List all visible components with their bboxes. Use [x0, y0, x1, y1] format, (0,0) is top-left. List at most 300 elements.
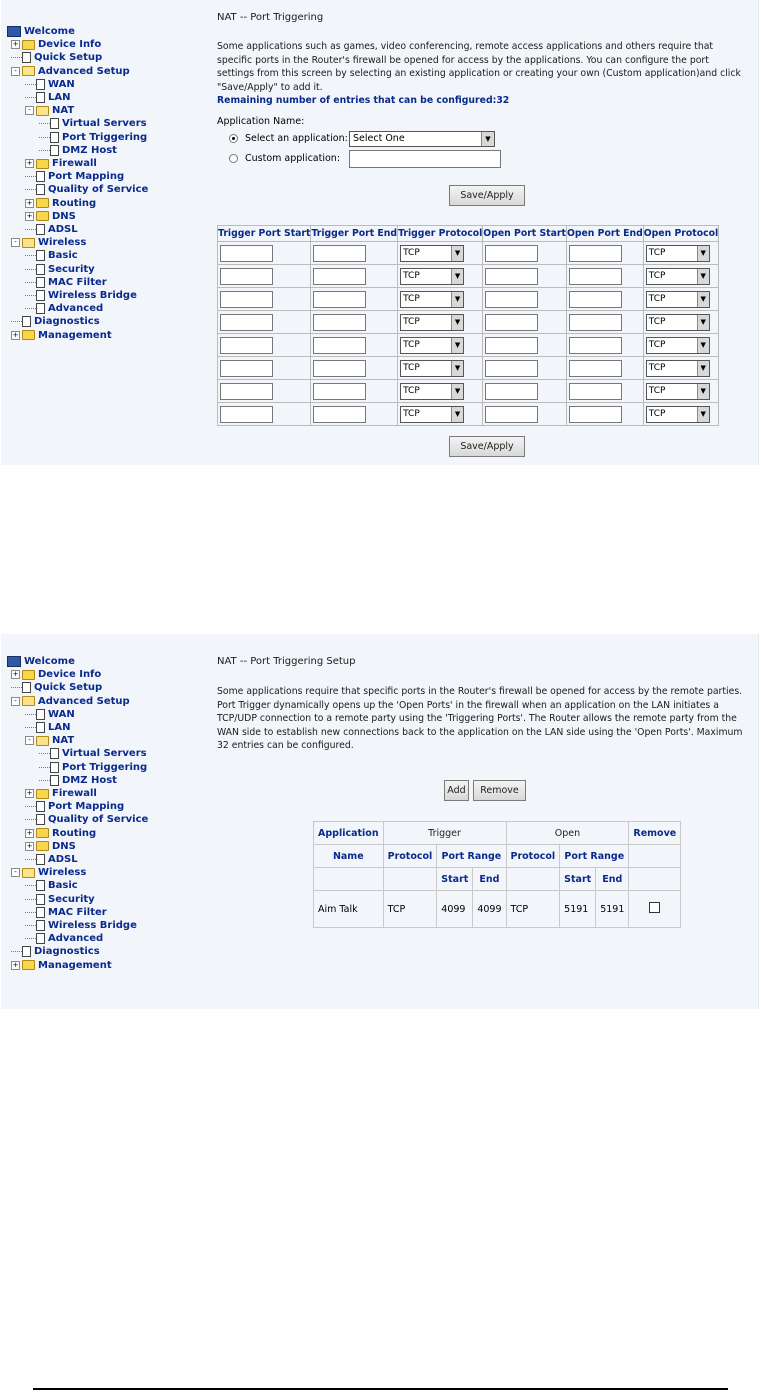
expand-icon[interactable]: + [12, 670, 19, 679]
tree-item-advanced[interactable] [25, 932, 103, 945]
table-cell [311, 265, 398, 288]
trigger-port-start-input[interactable] [220, 383, 273, 400]
remaining-entries: Remaining number of entries that can be configured:32 [217, 95, 510, 106]
open-port-end-input[interactable] [569, 360, 622, 377]
table-cell [483, 334, 567, 357]
tree-item-label: MAC Filter [48, 276, 107, 288]
tree-item-basic[interactable] [25, 879, 78, 892]
tree-item-label: Quality of Service [48, 184, 149, 196]
document-icon [50, 118, 59, 129]
table-cell [643, 403, 718, 426]
folder-open-icon [22, 868, 35, 878]
tree-connector [25, 938, 36, 939]
tree-item-label: Quality of Service [48, 814, 149, 826]
cell-application: Aim Talk [314, 891, 384, 928]
page-title: NAT -- Port Triggering [217, 12, 324, 23]
table-row [314, 891, 681, 928]
document-icon [36, 171, 45, 182]
cell-trigger-protocol: TCP [383, 891, 437, 928]
tree-item-nat[interactable] [25, 104, 74, 117]
tree-item-dmz-host[interactable] [39, 144, 117, 157]
trigger-port-end-input[interactable] [313, 245, 366, 262]
tree-item-label: NAT [52, 105, 75, 117]
trigger-port-end-input[interactable] [313, 383, 366, 400]
tree-item-port-mapping[interactable] [25, 170, 124, 183]
document-icon [50, 132, 59, 143]
tree-item-welcome[interactable] [7, 25, 75, 38]
tree-item-diagnostics[interactable] [11, 315, 100, 328]
tree-connector [39, 780, 50, 781]
col-remove: Remove [629, 822, 681, 845]
expand-icon[interactable]: + [26, 789, 33, 797]
tree-connector [25, 269, 36, 270]
open-port-end-input[interactable] [569, 383, 622, 400]
tree-item-label: Management [38, 959, 112, 971]
tree-item-lan[interactable] [25, 91, 70, 104]
tree-item-management[interactable] [11, 959, 112, 972]
tree-item-mac-filter[interactable] [25, 906, 107, 919]
expand-icon[interactable]: + [26, 211, 33, 220]
collapse-icon[interactable]: - [11, 67, 20, 76]
col-trigger-port-range: Port Range [437, 845, 506, 868]
port-triggering-screen [1, 0, 759, 465]
custom-application-radio[interactable] [229, 154, 238, 163]
open-port-start-input[interactable] [485, 337, 538, 354]
tree-item-label: Wireless [38, 237, 87, 249]
trigger-protocol-select[interactable] [400, 314, 464, 331]
document-icon [36, 250, 45, 261]
select-value: TCP [648, 409, 666, 419]
table-cell [311, 403, 398, 426]
trigger-port-end-input[interactable] [313, 337, 366, 354]
table-cell [566, 380, 643, 403]
table-row [218, 334, 719, 357]
table-cell [483, 311, 567, 334]
table-cell [311, 242, 398, 265]
document-icon [36, 264, 45, 275]
chevron-down-icon: ▼ [451, 384, 463, 399]
chevron-down-icon: ▼ [697, 338, 709, 353]
chevron-down-icon: ▼ [697, 407, 709, 422]
tree-item-port-mapping[interactable] [25, 800, 124, 813]
tree-item-security[interactable] [25, 263, 95, 276]
collapse-icon[interactable]: - [11, 697, 20, 706]
tree-item-mac-filter[interactable] [25, 276, 107, 289]
select-value: TCP [403, 340, 420, 350]
folder-icon [22, 960, 35, 970]
select-value: TCP [403, 317, 420, 327]
document-icon [36, 224, 45, 235]
tree-item-label: Basic [48, 880, 78, 892]
tree-item-port-triggering[interactable] [39, 131, 147, 144]
trigger-port-start-input[interactable] [220, 268, 273, 285]
open-port-start-input[interactable] [485, 291, 538, 308]
table-row [218, 242, 719, 265]
tree-item-label: Security [48, 263, 95, 275]
open-port-start-input[interactable] [485, 383, 538, 400]
tree-item-security[interactable] [25, 893, 95, 906]
port-trigger-rules-table [313, 821, 681, 928]
document-icon [36, 277, 45, 288]
trigger-port-start-input[interactable] [220, 291, 273, 308]
col-trigger-end: End [473, 868, 506, 891]
table-cell [566, 334, 643, 357]
open-port-end-input[interactable] [569, 314, 622, 331]
expand-icon[interactable]: + [12, 960, 19, 969]
folder-icon [22, 40, 35, 50]
select-value: TCP [648, 340, 666, 350]
col-open-port-start: Open Port Start [483, 226, 567, 242]
table-cell [311, 334, 398, 357]
tree-item-label: Device Info [38, 39, 102, 51]
document-icon [36, 290, 45, 301]
tree-item-firewall[interactable] [25, 787, 97, 800]
document-icon [36, 303, 45, 314]
document-icon [36, 801, 45, 812]
folder-open-icon [36, 736, 49, 746]
tree-item-label: Routing [52, 197, 97, 209]
chevron-down-icon: ▼ [451, 269, 463, 284]
tree-item-advanced[interactable] [25, 302, 103, 315]
table-cell [398, 357, 483, 380]
select-application-label: Select an application: [245, 133, 348, 144]
tree-item-label: Security [48, 893, 95, 905]
tree-connector [39, 137, 50, 138]
col-trigger-port-end: Trigger Port End [311, 226, 398, 242]
save-apply-button-bottom[interactable]: Save/Apply [449, 436, 525, 457]
tree-item-label: Wireless Bridge [48, 290, 137, 301]
trigger-port-start-input[interactable] [220, 360, 273, 377]
tree-item-welcome[interactable] [7, 655, 75, 668]
table-cell [643, 242, 718, 265]
trigger-protocol-select[interactable] [400, 245, 464, 262]
select-value: TCP [403, 363, 420, 373]
table-cell [311, 288, 398, 311]
tree-connector [25, 806, 36, 807]
tree-item-wireless[interactable] [11, 236, 86, 249]
col-open-start: Start [560, 868, 596, 891]
application-select[interactable]: Select One ▼ [349, 131, 495, 147]
open-port-end-input[interactable] [569, 268, 622, 285]
tree-item-label: Port Mapping [48, 171, 125, 183]
save-apply-button-top[interactable]: Save/Apply [449, 185, 525, 206]
tree-item-device-info[interactable] [11, 38, 101, 51]
open-port-start-input[interactable] [485, 314, 538, 331]
document-icon [36, 92, 45, 103]
tree-connector [25, 885, 36, 886]
table-cell [643, 380, 718, 403]
chevron-down-icon: ▼ [697, 384, 709, 399]
tree-connector [25, 229, 36, 230]
folder-icon [36, 841, 49, 851]
trigger-port-end-input[interactable] [313, 360, 366, 377]
table-cell [398, 311, 483, 334]
table-cell [483, 242, 567, 265]
document-icon [36, 722, 45, 733]
table-row [218, 403, 719, 426]
tree-item-advanced-setup[interactable] [11, 695, 130, 708]
expand-icon[interactable]: + [26, 198, 33, 207]
table-cell [483, 380, 567, 403]
tree-item-label: DNS [52, 210, 76, 222]
tree-item-quality-of-service[interactable] [25, 813, 148, 826]
tree-item-quality-of-service[interactable] [25, 183, 148, 196]
document-icon [22, 682, 31, 693]
table-cell [566, 288, 643, 311]
tree-connector [11, 951, 22, 952]
col-trigger-protocol: Trigger Protocol [398, 226, 483, 242]
expand-icon[interactable]: + [26, 159, 33, 167]
tree-item-label: Wireless [38, 867, 87, 879]
trigger-port-end-input[interactable] [313, 291, 366, 308]
select-value: TCP [403, 248, 420, 258]
tree-connector [11, 687, 22, 688]
open-port-start-input[interactable] [485, 268, 538, 285]
table-cell [566, 357, 643, 380]
collapse-icon[interactable]: - [25, 106, 34, 115]
expand-icon[interactable]: + [26, 841, 33, 850]
select-application-radio[interactable] [229, 134, 238, 143]
tree-item-label: ADSL [48, 854, 78, 865]
chevron-down-icon: ▼ [451, 246, 463, 261]
tree-item-label: Diagnostics [34, 946, 100, 958]
folder-open-icon [36, 106, 49, 116]
remove-button[interactable]: Remove [473, 780, 526, 801]
chevron-down-icon: ▼ [451, 315, 463, 330]
tree-item-wireless[interactable] [11, 866, 86, 879]
tree-connector [25, 84, 36, 85]
tree-item-virtual-servers[interactable] [39, 747, 147, 760]
open-protocol-select[interactable] [646, 360, 710, 377]
tree-item-wan[interactable] [25, 708, 75, 721]
tree-item-port-triggering[interactable] [39, 761, 147, 774]
document-icon [22, 946, 31, 957]
add-button[interactable]: Add [444, 780, 469, 801]
tree-item-label: MAC Filter [48, 906, 107, 918]
tree-connector [25, 308, 36, 309]
col-trigger: Trigger [383, 822, 506, 845]
expand-icon[interactable]: + [12, 40, 19, 49]
table-cell [483, 265, 567, 288]
open-protocol-select[interactable] [646, 406, 710, 423]
open-protocol-select[interactable] [646, 291, 710, 308]
open-protocol-select[interactable] [646, 337, 710, 354]
select-value: TCP [648, 271, 666, 281]
folder-open-icon [22, 696, 35, 706]
tree-connector [25, 727, 36, 728]
empty-cell [314, 868, 384, 891]
tree-item-firewall[interactable] [25, 157, 97, 170]
page-footer-rule [33, 1388, 728, 1390]
cell-open-end: 5191 [596, 891, 629, 928]
tree-item-dns[interactable] [25, 840, 76, 853]
tree-item-lan[interactable] [25, 721, 70, 734]
tree-item-basic[interactable] [25, 249, 78, 262]
tree-item-adsl[interactable] [25, 853, 78, 866]
tree-connector [39, 150, 50, 151]
tree-item-management[interactable] [11, 329, 112, 342]
trigger-port-end-input[interactable] [313, 268, 366, 285]
open-protocol-select[interactable] [646, 383, 710, 400]
trigger-protocol-select[interactable] [400, 406, 464, 423]
tree-connector [25, 819, 36, 820]
tree-item-routing[interactable] [25, 827, 96, 840]
table-cell [398, 265, 483, 288]
folder-icon [36, 211, 49, 221]
document-icon [36, 920, 45, 931]
table-cell [643, 357, 718, 380]
table-cell [398, 288, 483, 311]
trigger-port-start-input[interactable] [220, 406, 273, 423]
col-open-port-end: Open Port End [566, 226, 643, 242]
trigger-port-start-input[interactable] [220, 245, 273, 262]
open-port-start-input[interactable] [485, 406, 538, 423]
table-cell [398, 380, 483, 403]
folder-icon [36, 828, 49, 838]
table-cell [218, 265, 311, 288]
document-icon [36, 854, 45, 865]
open-port-end-input[interactable] [569, 337, 622, 354]
open-protocol-select[interactable] [646, 268, 710, 285]
col-name: Name [314, 845, 384, 868]
document-icon [50, 762, 59, 773]
chevron-down-icon: ▼ [451, 407, 463, 422]
tree-item-routing[interactable] [25, 197, 96, 210]
table-cell [311, 380, 398, 403]
tree-item-quick-setup[interactable] [11, 51, 102, 64]
tree-item-label: Port Mapping [48, 801, 125, 813]
trigger-protocol-select[interactable] [400, 383, 464, 400]
document-icon [22, 316, 31, 327]
tree-item-wan[interactable] [25, 78, 75, 91]
trigger-port-start-input[interactable] [220, 314, 273, 331]
collapse-icon[interactable]: - [25, 736, 34, 745]
tree-item-dmz-host[interactable] [39, 774, 117, 787]
tree-item-label: Diagnostics [34, 316, 100, 328]
trigger-protocol-select[interactable] [400, 268, 464, 285]
trigger-protocol-select[interactable] [400, 360, 464, 377]
remove-checkbox[interactable] [649, 902, 660, 913]
tree-item-virtual-servers[interactable] [39, 117, 147, 130]
document-icon [36, 880, 45, 891]
chevron-down-icon: ▼ [697, 269, 709, 284]
tree-item-diagnostics[interactable] [11, 945, 100, 958]
trigger-protocol-select[interactable] [400, 291, 464, 308]
tree-connector [25, 714, 36, 715]
application-name-label: Application Name: [217, 116, 305, 127]
page-description: Some applications such as games, video conferencing, remote access applications and others require that specific ports in the Router's firewall be opened for access by the applications. You can configure the port settings from this screen by selecting an existing application or creating your own (Custom application)and click "Save/Apply" to add it. Remaining number of entries that can be configured:32 [217, 41, 741, 106]
tree-item-wireless-bridge[interactable] [25, 289, 137, 302]
cell-open-protocol: TCP [506, 891, 560, 928]
tree-item-label: Virtual Servers [62, 118, 147, 130]
tree-item-label: Virtual Servers [62, 748, 147, 760]
tree-connector [25, 189, 36, 190]
expand-icon[interactable]: + [26, 828, 33, 837]
tree-item-label: Welcome [24, 26, 75, 37]
document-icon [22, 52, 31, 63]
table-cell [218, 380, 311, 403]
tree-item-label: Port Triggering [62, 131, 148, 143]
open-port-end-input[interactable] [569, 291, 622, 308]
select-value: TCP [648, 317, 666, 327]
open-port-start-input[interactable] [485, 360, 538, 377]
tree-connector [39, 753, 50, 754]
collapse-icon[interactable]: - [11, 868, 20, 877]
open-protocol-select[interactable] [646, 314, 710, 331]
tree-item-quick-setup[interactable] [11, 681, 102, 694]
document-icon [36, 814, 45, 825]
open-port-start-input[interactable] [485, 245, 538, 262]
tree-item-advanced-setup[interactable] [11, 65, 130, 78]
table-cell [398, 242, 483, 265]
custom-application-input[interactable] [349, 150, 501, 168]
document-icon [36, 933, 45, 944]
document-icon [36, 907, 45, 918]
table-cell [566, 403, 643, 426]
document-icon [36, 894, 45, 905]
tree-item-nat[interactable] [25, 734, 74, 747]
table-cell [566, 311, 643, 334]
tree-item-label: ADSL [48, 224, 78, 235]
tree-item-label: Advanced [48, 303, 104, 315]
tree-connector [25, 912, 36, 913]
tree-connector [25, 255, 36, 256]
folder-icon [36, 159, 49, 169]
select-value: TCP [403, 386, 420, 396]
trigger-port-start-input[interactable] [220, 337, 273, 354]
collapse-icon[interactable]: - [11, 238, 20, 247]
trigger-protocol-select[interactable] [400, 337, 464, 354]
table-cell [218, 288, 311, 311]
col-open-end: End [596, 868, 629, 891]
tree-item-device-info[interactable] [11, 668, 101, 681]
open-port-end-input[interactable] [569, 406, 622, 423]
tree-item-adsl[interactable] [25, 223, 78, 236]
col-trigger-port-start: Trigger Port Start [218, 226, 311, 242]
tree-item-label: Device Info [38, 669, 102, 681]
page-description: Some applications require that specific ports in the Router's firewall be opened for access by the remote parties. Port Trigger dynamically opens up the 'Open Ports' in the firewall when an application on the LAN initiates a TCP/UDP connection to a remote party using the 'Triggering Ports'. The Router allows the remote party from the WAN side to establish new connections back to the application on the LAN side using the 'Open Ports'. Maximum 32 entries can be configured. [217, 686, 743, 751]
trigger-port-end-input[interactable] [313, 406, 366, 423]
table-cell [218, 357, 311, 380]
open-protocol-select[interactable] [646, 245, 710, 262]
cell-remove [629, 891, 681, 928]
table-cell [643, 288, 718, 311]
open-port-end-input[interactable] [569, 245, 622, 262]
tree-item-label: Port Triggering [62, 761, 148, 773]
table-cell [218, 403, 311, 426]
monitor-icon [7, 26, 21, 37]
port-triggering-setup-screen [1, 634, 759, 1009]
table-cell [218, 242, 311, 265]
tree-item-wireless-bridge[interactable] [25, 919, 137, 932]
table-cell [566, 265, 643, 288]
empty-cell [383, 868, 437, 891]
empty-cell [629, 868, 681, 891]
expand-icon[interactable]: + [12, 330, 19, 339]
table-cell [218, 334, 311, 357]
custom-application-label: Custom application: [245, 153, 341, 164]
document-icon [36, 79, 45, 90]
folder-icon [36, 789, 49, 799]
trigger-port-end-input[interactable] [313, 314, 366, 331]
chevron-down-icon: ▼ [451, 361, 463, 376]
tree-connector [25, 282, 36, 283]
tree-item-dns[interactable] [25, 210, 76, 223]
table-cell [398, 334, 483, 357]
tree-connector [11, 321, 22, 322]
col-trigger-protocol: Protocol [383, 845, 437, 868]
tree-item-label: Basic [48, 250, 78, 262]
